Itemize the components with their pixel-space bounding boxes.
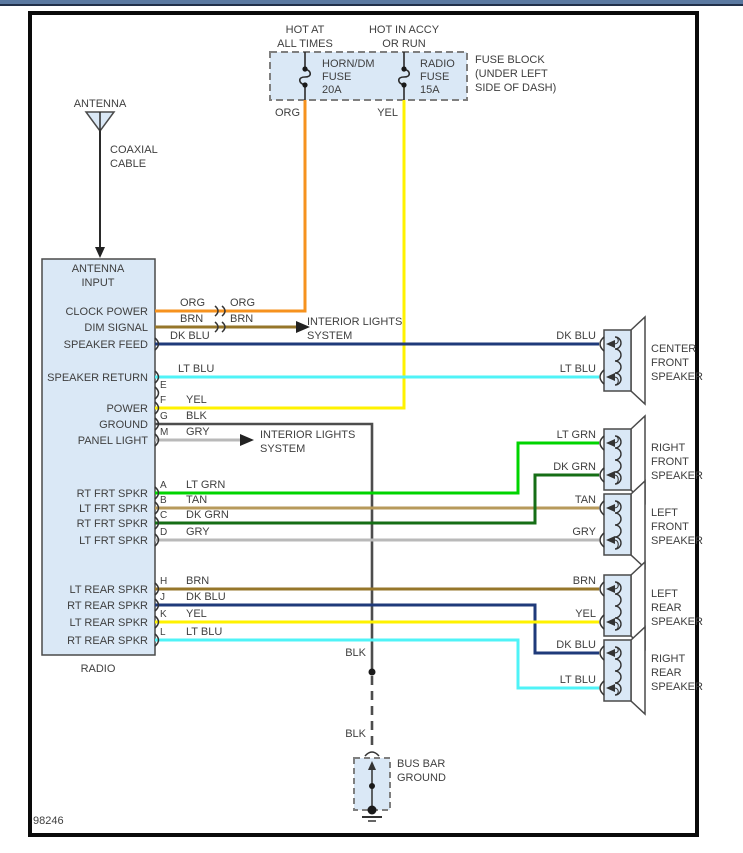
row-rt-frt-spkr-2: RT FRT SPKR [76,518,148,530]
label-rf-dkgrn: DK GRN [553,461,596,473]
ground-junction-dot [369,669,376,676]
label-gry-D: GRY [186,526,210,538]
blk-label-upper: BLK [345,647,366,659]
interior-lights-label-bot-1: INTERIOR LIGHTS [260,429,356,441]
label-lr-brn: BRN [572,575,596,587]
bus-bar-label-1: BUS BAR [397,758,446,770]
fuse2-name: RADIO [420,58,455,70]
row-rt-frt-spkr-1: RT FRT SPKR [76,488,148,500]
svg-text:REAR: REAR [651,667,682,679]
row-speaker-return: SPEAKER RETURN [47,372,148,384]
label-rr-ltblu: LT BLU [559,674,596,686]
antenna-label: ANTENNA [73,98,127,110]
pin-H: H [160,576,168,587]
blk-label-lower: BLK [345,728,366,740]
pin-E: E [160,380,167,391]
label-brn-1: BRN [180,313,204,325]
antenna-input-label-1: ANTENNA [71,263,125,275]
pin-D: D [160,527,168,538]
label-ltblu-return: LT BLU [178,363,215,375]
row-ground: GROUND [99,419,148,431]
svg-text:FRONT: FRONT [651,521,689,533]
label-tan-B: TAN [186,494,208,506]
fuse-block-note-2: (UNDER LEFT [475,68,548,80]
hot-at-label-2: ALL TIMES [277,38,333,50]
label-ltblu-L: LT BLU [186,626,223,638]
svg-text:SPEAKER: SPEAKER [651,470,703,482]
interior-lights-label-top-2: SYSTEM [307,330,353,342]
fuse2-rating: 15A [420,84,440,96]
yel-label-at-fuse: YEL [377,107,398,119]
label-cf-dkblu: DK BLU [556,330,596,342]
fuse2-name-2: FUSE [420,71,450,83]
fuse1-rating: 20A [322,84,342,96]
label-dkblu-J: DK BLU [186,591,226,603]
row-power: POWER [106,403,148,415]
pin-F: F [160,395,167,406]
svg-text:RIGHT: RIGHT [651,653,686,665]
antenna-input-label-2: INPUT [81,277,115,289]
fuse1-name-2: FUSE [322,71,352,83]
fuse-block-note-1: FUSE BLOCK [475,54,545,66]
row-panel-light: PANEL LIGHT [77,435,148,447]
label-brn-H: BRN [186,575,210,587]
fuse1-name: HORN/DM [322,58,375,70]
pin-K: K [160,609,167,620]
row-lt-frt-spkr-2: LT FRT SPKR [79,535,148,547]
label-dkgrn-C: DK GRN [186,509,229,521]
svg-text:FRONT: FRONT [651,357,689,369]
row-dim-signal: DIM SIGNAL [84,322,148,334]
label-gry-panel: GRY [186,426,210,438]
pin-B: B [160,495,167,506]
label-lf-gry: GRY [572,526,596,538]
pin-C: C [160,510,168,521]
pin-G: G [160,411,168,422]
svg-text:SPEAKER: SPEAKER [651,371,703,383]
pin-L: L [160,627,166,638]
svg-text:REAR: REAR [651,602,682,614]
label-lf-tan: TAN [574,494,596,506]
svg-text:SPEAKER: SPEAKER [651,616,703,628]
label-brn-2: BRN [230,313,254,325]
interior-lights-label-top-1: INTERIOR LIGHTS [307,316,403,328]
label-yel-K: YEL [186,608,207,620]
pin-A: A [160,480,167,491]
row-lt-rear-spkr-2: LT REAR SPKR [69,617,148,629]
label-rf-ltgrn: LT GRN [556,429,596,441]
radio-label: RADIO [80,663,116,675]
label-rr-dkblu: DK BLU [556,639,596,651]
coaxial-label-2: CABLE [110,158,147,170]
pin-M: M [160,427,169,438]
hot-at-label: HOT AT [285,24,325,36]
fuse-block-note-3: SIDE OF DASH) [475,82,557,94]
row-rt-rear-spkr-2: RT REAR SPKR [67,635,148,647]
row-rt-rear-spkr-1: RT REAR SPKR [67,600,148,612]
label-org-1: ORG [180,297,206,309]
svg-text:RIGHT: RIGHT [651,442,686,454]
label-blk-ground: BLK [186,410,207,422]
row-lt-rear-spkr-1: LT REAR SPKR [69,584,148,596]
row-speaker-feed: SPEAKER FEED [63,339,148,351]
label-org-2: ORG [230,297,256,309]
label-cf-ltblu: LT BLU [559,363,596,375]
label-lr-yel: YEL [575,608,596,620]
coaxial-label-1: COAXIAL [110,144,158,156]
label-yel-power: YEL [186,394,207,406]
hot-accy-label-2: OR RUN [382,38,426,50]
label-ltgrn-A: LT GRN [186,479,226,491]
hot-accy-label: HOT IN ACCY [368,24,440,36]
svg-text:FRONT: FRONT [651,456,689,468]
svg-text:SPEAKER: SPEAKER [651,535,703,547]
svg-text:LEFT: LEFT [651,588,678,600]
svg-text:LEFT: LEFT [651,507,678,519]
interior-lights-label-bot-2: SYSTEM [260,443,306,455]
row-lt-frt-spkr-1: LT FRT SPKR [79,503,148,515]
org-label-at-fuse: ORG [274,107,300,119]
pin-J: J [160,592,165,603]
label-dkblu-feed: DK BLU [170,330,210,342]
diagram-id: 98246 [33,815,64,827]
svg-text:CENTER: CENTER [651,343,697,355]
row-clock-power: CLOCK POWER [65,306,148,318]
svg-text:SPEAKER: SPEAKER [651,681,703,693]
bus-bar-label-2: GROUND [397,772,446,784]
window-top-bar-edge [0,4,743,6]
